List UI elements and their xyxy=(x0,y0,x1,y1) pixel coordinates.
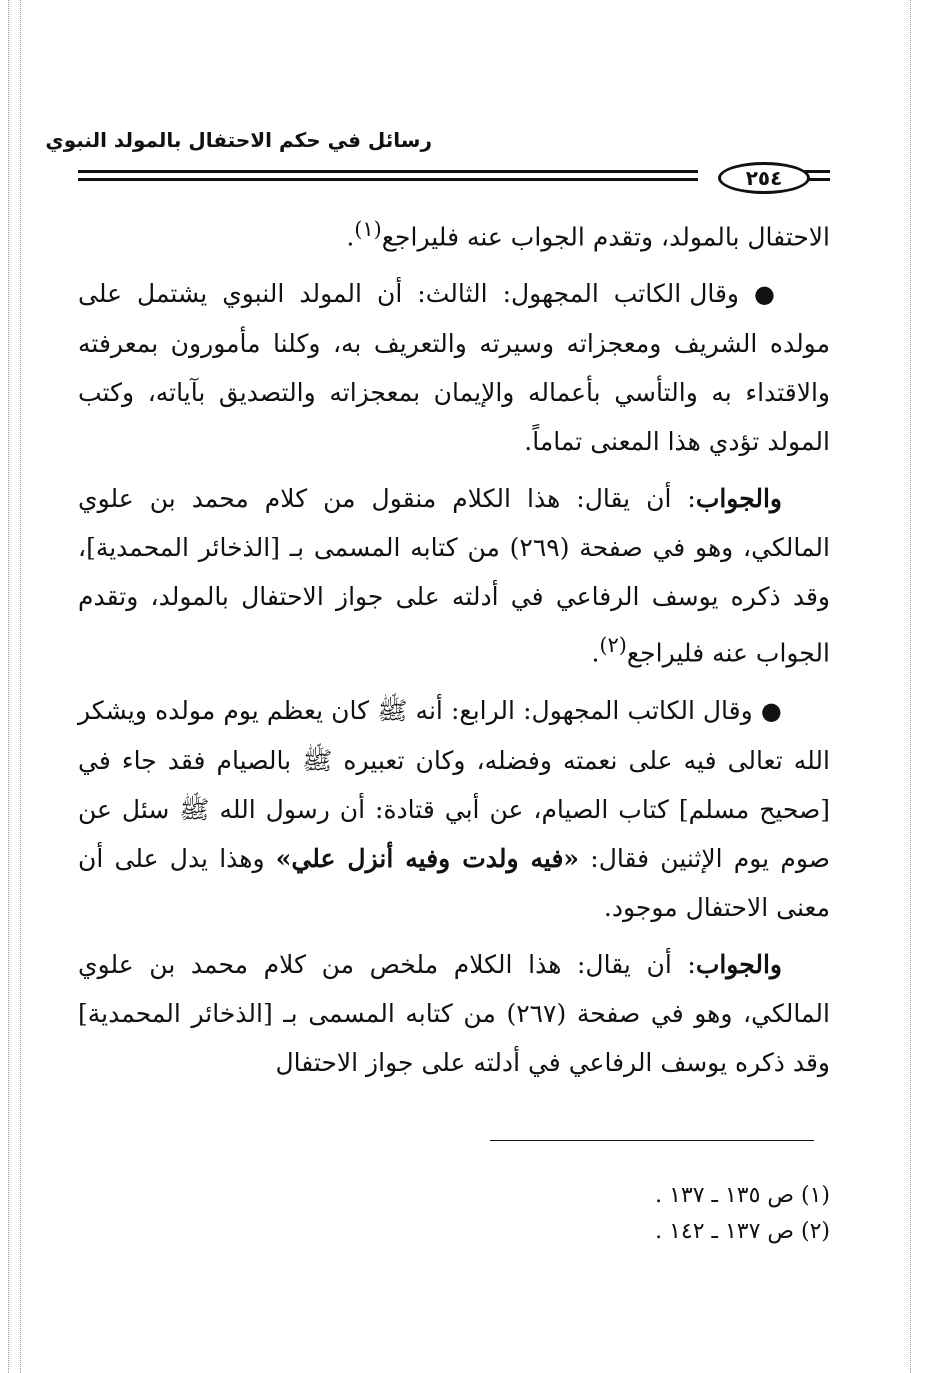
scan-edge-dots-left-inner xyxy=(20,0,21,1373)
header-rule xyxy=(78,166,830,190)
bullet-marker: ● xyxy=(754,280,782,309)
answer-heading: والجواب xyxy=(695,949,782,979)
running-title: رسائل في حكم الاحتفال بالمولد النبوي xyxy=(45,128,432,152)
footnote-separator xyxy=(490,1140,814,1141)
paragraph-answer-two: والجواب: أن يقال: هذا الكلام ملخص من كلام محمد بن علوي المالكي، وهو في صفحة (٢٦٧) من كتابه المسمى بـ [الذخائر المحمدية] وقد ذكره يوسف الرفاعي في أدلته على جواز الاحتفال xyxy=(78,949,830,1077)
header-rule-line-top xyxy=(78,170,698,173)
paragraph-answer-one: والجواب: أن يقال: هذا الكلام منقول من كلام محمد بن علوي المالكي، وهو في صفحة (٢٦٩) من كتابه المسمى بـ [الذخائر المحمدية]، وقد ذكره يوسف الرفاعي في أدلته على جواز الاحتفال بالمولد، وتقدم الجواب عنه فليراجع$^{(٢)}$. xyxy=(78,484,830,668)
paragraph-third-claim: ● وقال الكاتب المجهول: الثالث: أن المولد النبوي يشتمل على مولده الشريف ومعجزاته وسيرته والتعريف به، وكلنا مأمورون بمعرفته والاقتداء به والتأسي بأعماله والإيمان بمعجزاته والتصديق بآياته، وكتب المولد تؤدي هذا المعنى تماماً. xyxy=(78,279,830,457)
paragraph-continuation: الاحتفال بالمولد، وتقدم الجواب عنه فليراجع$^{(١)}$. xyxy=(346,217,830,252)
scan-edge-dots-left xyxy=(8,0,9,1373)
footnote-2: (٢) ص ١٣٧ ـ ١٤٢ . xyxy=(655,1219,830,1244)
bullet-marker: ● xyxy=(760,696,782,725)
footnote-1: (١) ص ١٣٥ ـ ١٣٧ . xyxy=(655,1183,830,1208)
body-text xyxy=(78,205,830,1095)
scan-edge-dots-right xyxy=(910,0,911,1373)
hadith-quote: «فيه ولدت وفيه أنزل علي» xyxy=(275,843,580,873)
page-number: ٢٥٤ xyxy=(718,162,810,194)
header-rule-line-bottom xyxy=(78,178,698,181)
paragraph-fourth-claim: ● وقال الكاتب المجهول: الرابع: أنه ﷺ كان يعظم يوم مولده ويشكر الله تعالى فيه على نعمته وفضله، وكان تعبيره ﷺ بالصيام فقد جاء في [صحيح مسلم] كتاب الصيام، عن أبي قتادة: أن رسول الله ﷺ سئل عن صوم يوم الإثنين فقال: «فيه ولدت وفيه أنزل علي» وهذا يدل على أن معنى الاحتفال موجود. xyxy=(78,695,830,922)
answer-heading: والجواب xyxy=(695,484,782,514)
footnotes xyxy=(490,1178,830,1250)
footnote-ref: (١) xyxy=(354,217,382,241)
footnote-ref: (٢) xyxy=(599,633,627,658)
